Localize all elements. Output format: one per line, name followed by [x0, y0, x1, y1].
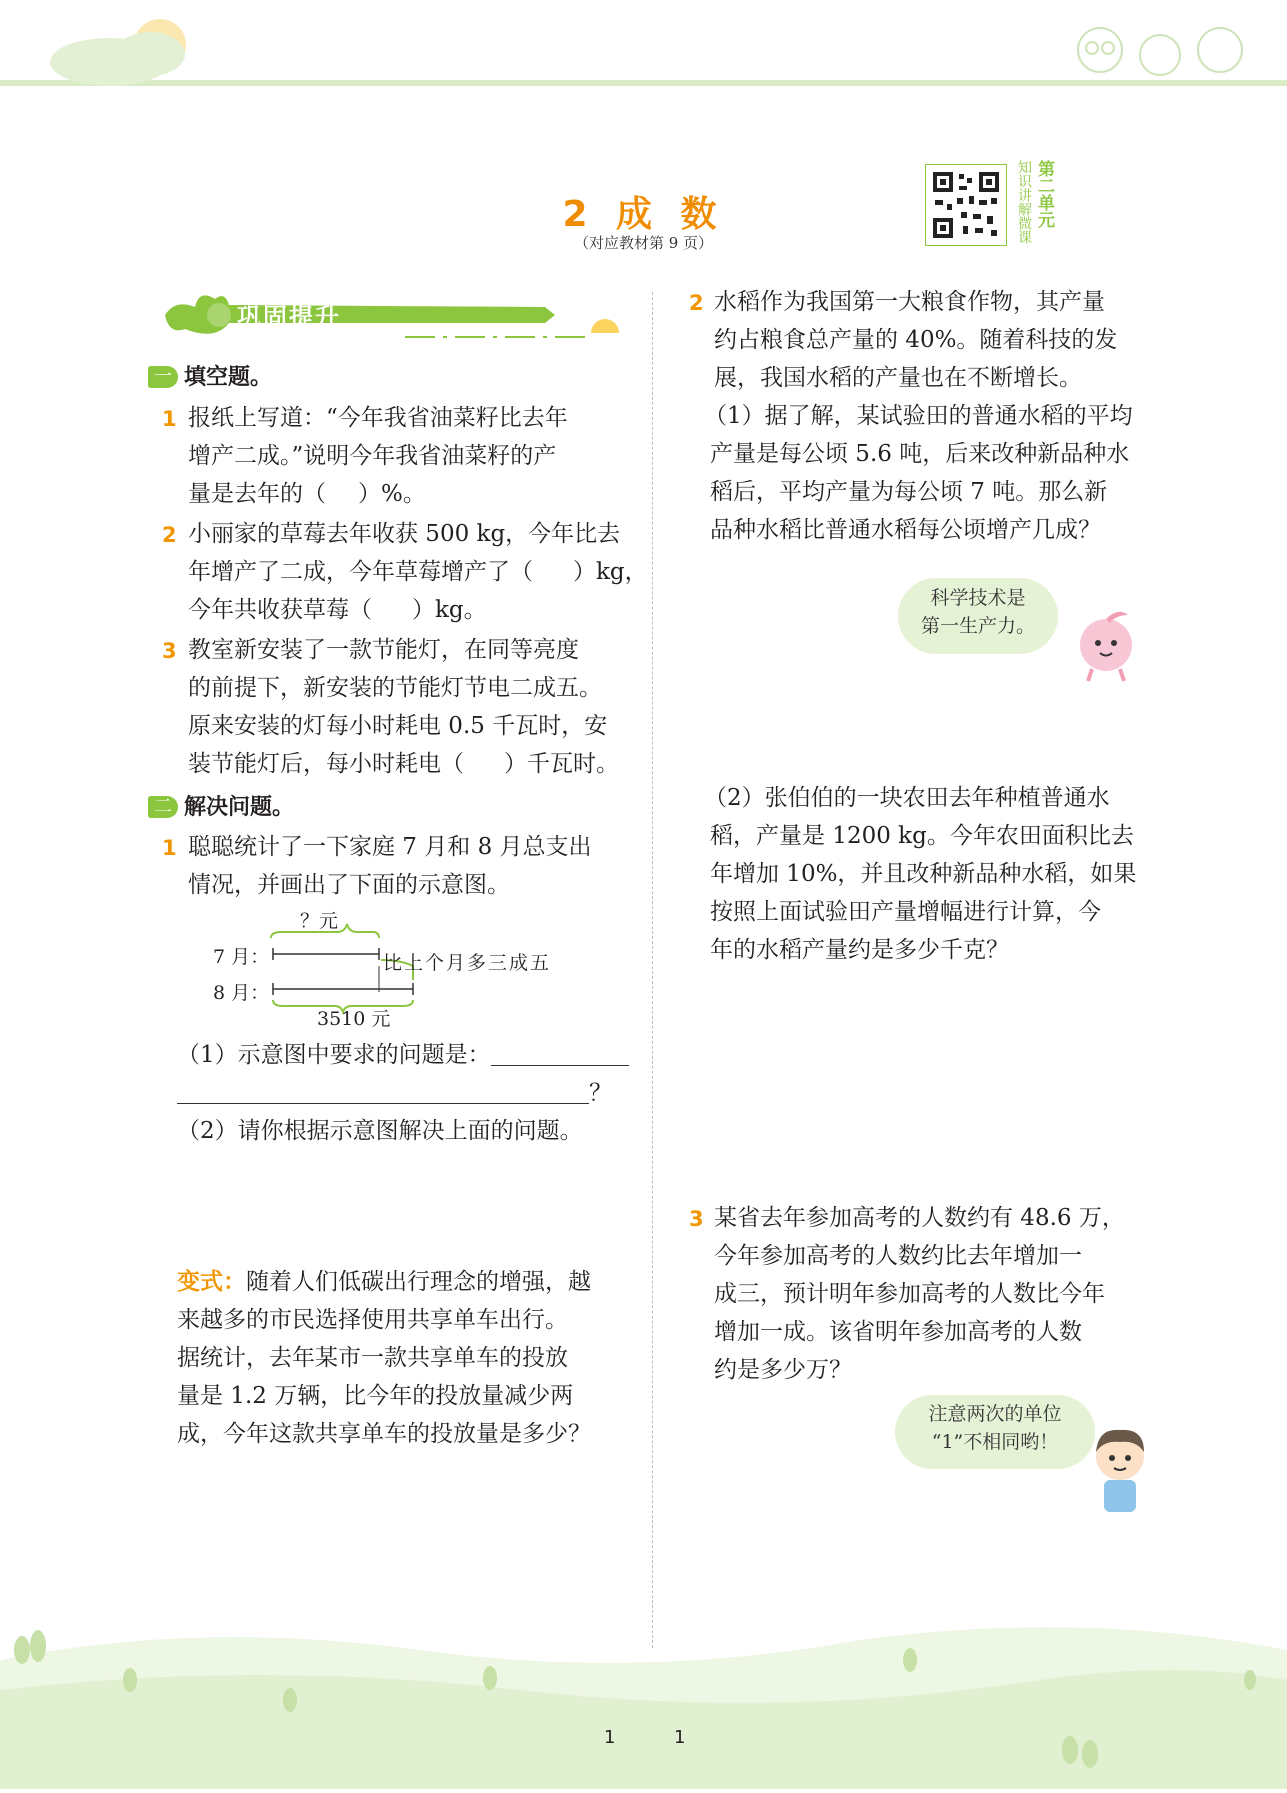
p1-q1-line2: 增产二成。”说明今年我省油菜籽的产	[188, 443, 557, 469]
section-banner-label: 巩固提升	[237, 303, 341, 331]
p1-q2-line3	[188, 591, 487, 629]
p1-q3-line3: 原来安装的灯每小时耗电 0.5 千瓦时，安	[188, 713, 608, 739]
bottom-decoration	[0, 1620, 1287, 1789]
answer-line[interactable]	[491, 1039, 629, 1066]
bubble-line2: “1”不相同哟！	[931, 1431, 1059, 1453]
p2-q1-line2: 情况，并画出了下面的示意图。	[188, 872, 510, 898]
r-q2-s1-line4: 品种水稻比普通水稻每公顷增产几成？	[710, 517, 1101, 543]
r-q2-s2-line5: 年的水稻产量约是多少千克？	[710, 937, 1009, 963]
part1-heading	[148, 360, 272, 391]
diagram-side-note: 比上个月多三成五	[383, 952, 552, 974]
r-q3-line3: 成三，预计明年参加高考的人数比今年	[714, 1281, 1105, 1307]
page-number-left: 1	[604, 1727, 616, 1748]
side-label-lecture: 知识讲解微课	[1016, 160, 1032, 244]
part2-heading	[148, 790, 294, 821]
p1-q3-line4a: 装节能灯后，每小时耗电（	[188, 751, 464, 777]
p1-q3-line2: 的前提下，新安装的节能灯节电二成五。	[188, 675, 602, 701]
peach-character-art	[1068, 605, 1148, 685]
variant-line3: 据统计，去年某市一款共享单车的投放	[177, 1345, 568, 1371]
p1-q2-line2b: ）kg，	[573, 559, 648, 585]
p1-q3-line1: 教室新安装了一款节能灯，在同等亮度	[188, 637, 579, 663]
animals-icon	[1078, 28, 1242, 75]
diagram-row1-label: 7 月：	[213, 946, 270, 968]
p1-q3-line4b: ）千瓦时。	[504, 751, 619, 777]
p1-q1-line1: 报纸上写道：“今年我省油菜籽比去年	[188, 405, 568, 431]
r-q2-s2-line4: 按照上面试验田产量增幅进行计算，今	[710, 899, 1101, 925]
part2-title: 解决问题。	[184, 795, 295, 820]
r-q2-s2-line2: 稻，产量是 1200 kg。今年农田面积比去	[710, 823, 1134, 849]
r-q2-s2-line1: （2）张伯伯的一块农田去年种植普通水	[704, 785, 1110, 811]
p1-q1-line3b: ）%。	[358, 481, 426, 507]
section-banner	[155, 285, 635, 345]
bubble-line1: 注意两次的单位	[928, 1403, 1062, 1425]
p1-q3-line4	[188, 745, 619, 783]
p2-q1-sub1-text: （1）示意图中要求的问题是：	[177, 1042, 491, 1068]
p1-q2-line2a: 年增产了二成，今年草莓增产了（	[188, 559, 533, 585]
top-decoration	[0, 0, 1287, 100]
variant-line2: 来越多的市民选择使用共享单车出行。	[177, 1307, 568, 1333]
r-q2-s2-line3: 年增加 10%，并且改种新品种水稻，如果	[710, 861, 1137, 887]
side-label-unit: 第二单元	[1034, 160, 1054, 228]
top-border-art	[0, 0, 1287, 100]
bubble-line2: 第一生产力。	[920, 615, 1035, 637]
bubble-line1: 科学技术是	[930, 587, 1026, 609]
variant-line5: 成，今年这款共享单车的投放量是多少？	[177, 1421, 591, 1447]
p1-q2-line2	[188, 553, 648, 591]
r-q2-s1-line3: 稻后，平均产量为每公顷 7 吨。那么新	[710, 479, 1108, 505]
part1-title: 填空题。	[184, 365, 273, 390]
page-title: 2 成 数	[562, 194, 725, 235]
landscape-art	[0, 1620, 1287, 1789]
p1-q2-num: 2	[162, 523, 177, 547]
column-divider	[652, 292, 653, 1648]
qr-code[interactable]	[925, 164, 1007, 246]
r-q2-line2: 约占粮食总产量的 40%。随着科技的发	[714, 327, 1118, 353]
r-q2-s1-line2: 产量是每公顷 5.6 吨，后来改种新品种水	[710, 441, 1130, 467]
p1-q1-line3a: 量是去年的（	[188, 481, 326, 507]
page-subtitle: （对应教材第 9 页）	[573, 234, 714, 252]
r-q3-line5: 约是多少万？	[714, 1357, 852, 1383]
p1-q3-num: 3	[162, 639, 177, 663]
r-q2-num: 2	[689, 291, 704, 315]
p2-q1-sub1	[177, 1036, 629, 1074]
r-q2-line3: 展，我国水稻的产量也在不断增长。	[714, 365, 1082, 391]
p1-q2-line3a: 今年共收获草莓（	[188, 597, 372, 623]
r-q3-line2: 今年参加高考的人数约比去年增加一	[714, 1243, 1082, 1269]
diagram-top-label: ？元	[300, 910, 339, 932]
variant-line4: 量是 1.2 万辆，比今年的投放量减少两	[177, 1383, 574, 1409]
part1-badge: 一	[148, 366, 178, 388]
p1-q1-num: 1	[162, 407, 177, 431]
part2-badge: 二	[148, 796, 178, 818]
r-q3-line1: 某省去年参加高考的人数约有 48.6 万，	[714, 1205, 1125, 1231]
variant-text1: 随着人们低碳出行理念的增强，越	[246, 1269, 591, 1295]
peach-character-icon	[1068, 605, 1148, 685]
p2-q1-sub1-cont	[177, 1074, 612, 1112]
speech-bubble-unit	[895, 1395, 1095, 1469]
boy-character-art	[1080, 1420, 1160, 1520]
r-q3-line4: 增加一成。该省明年参加高考的人数	[714, 1319, 1082, 1345]
expense-diagram	[205, 906, 605, 1036]
diagram-bottom-label: 3510 元	[317, 1008, 391, 1030]
p1-q1-line3	[188, 475, 426, 513]
page-number-right: 1	[674, 1727, 686, 1748]
r-q2-line1: 水稻作为我国第一大粮食作物，其产量	[714, 289, 1105, 315]
p2-q1-num: 1	[162, 836, 177, 860]
qr-code-icon	[925, 164, 1007, 246]
variant-label: 变式：	[177, 1269, 246, 1295]
answer-line[interactable]	[177, 1077, 589, 1104]
p2-q1-sub1-end: ？	[589, 1080, 612, 1106]
p2-q1-line1: 聪聪统计了一下家庭 7 月和 8 月总支出	[188, 834, 592, 860]
p1-q2-line1: 小丽家的草莓去年收获 500 kg，今年比去	[188, 521, 621, 547]
diagram-row2-label: 8 月：	[213, 982, 270, 1004]
r-q3-num: 3	[689, 1207, 704, 1231]
p2-q1-sub2: （2）请你根据示意图解决上面的问题。	[177, 1118, 583, 1144]
variant-line1	[177, 1263, 591, 1301]
speech-bubble-science	[898, 578, 1058, 654]
boy-character-icon	[1080, 1420, 1160, 1520]
r-q2-s1-line1: （1）据了解，某试验田的普通水稻的平均	[704, 403, 1133, 429]
banner-art	[155, 285, 635, 345]
p1-q2-line3b: ）kg。	[412, 597, 487, 623]
